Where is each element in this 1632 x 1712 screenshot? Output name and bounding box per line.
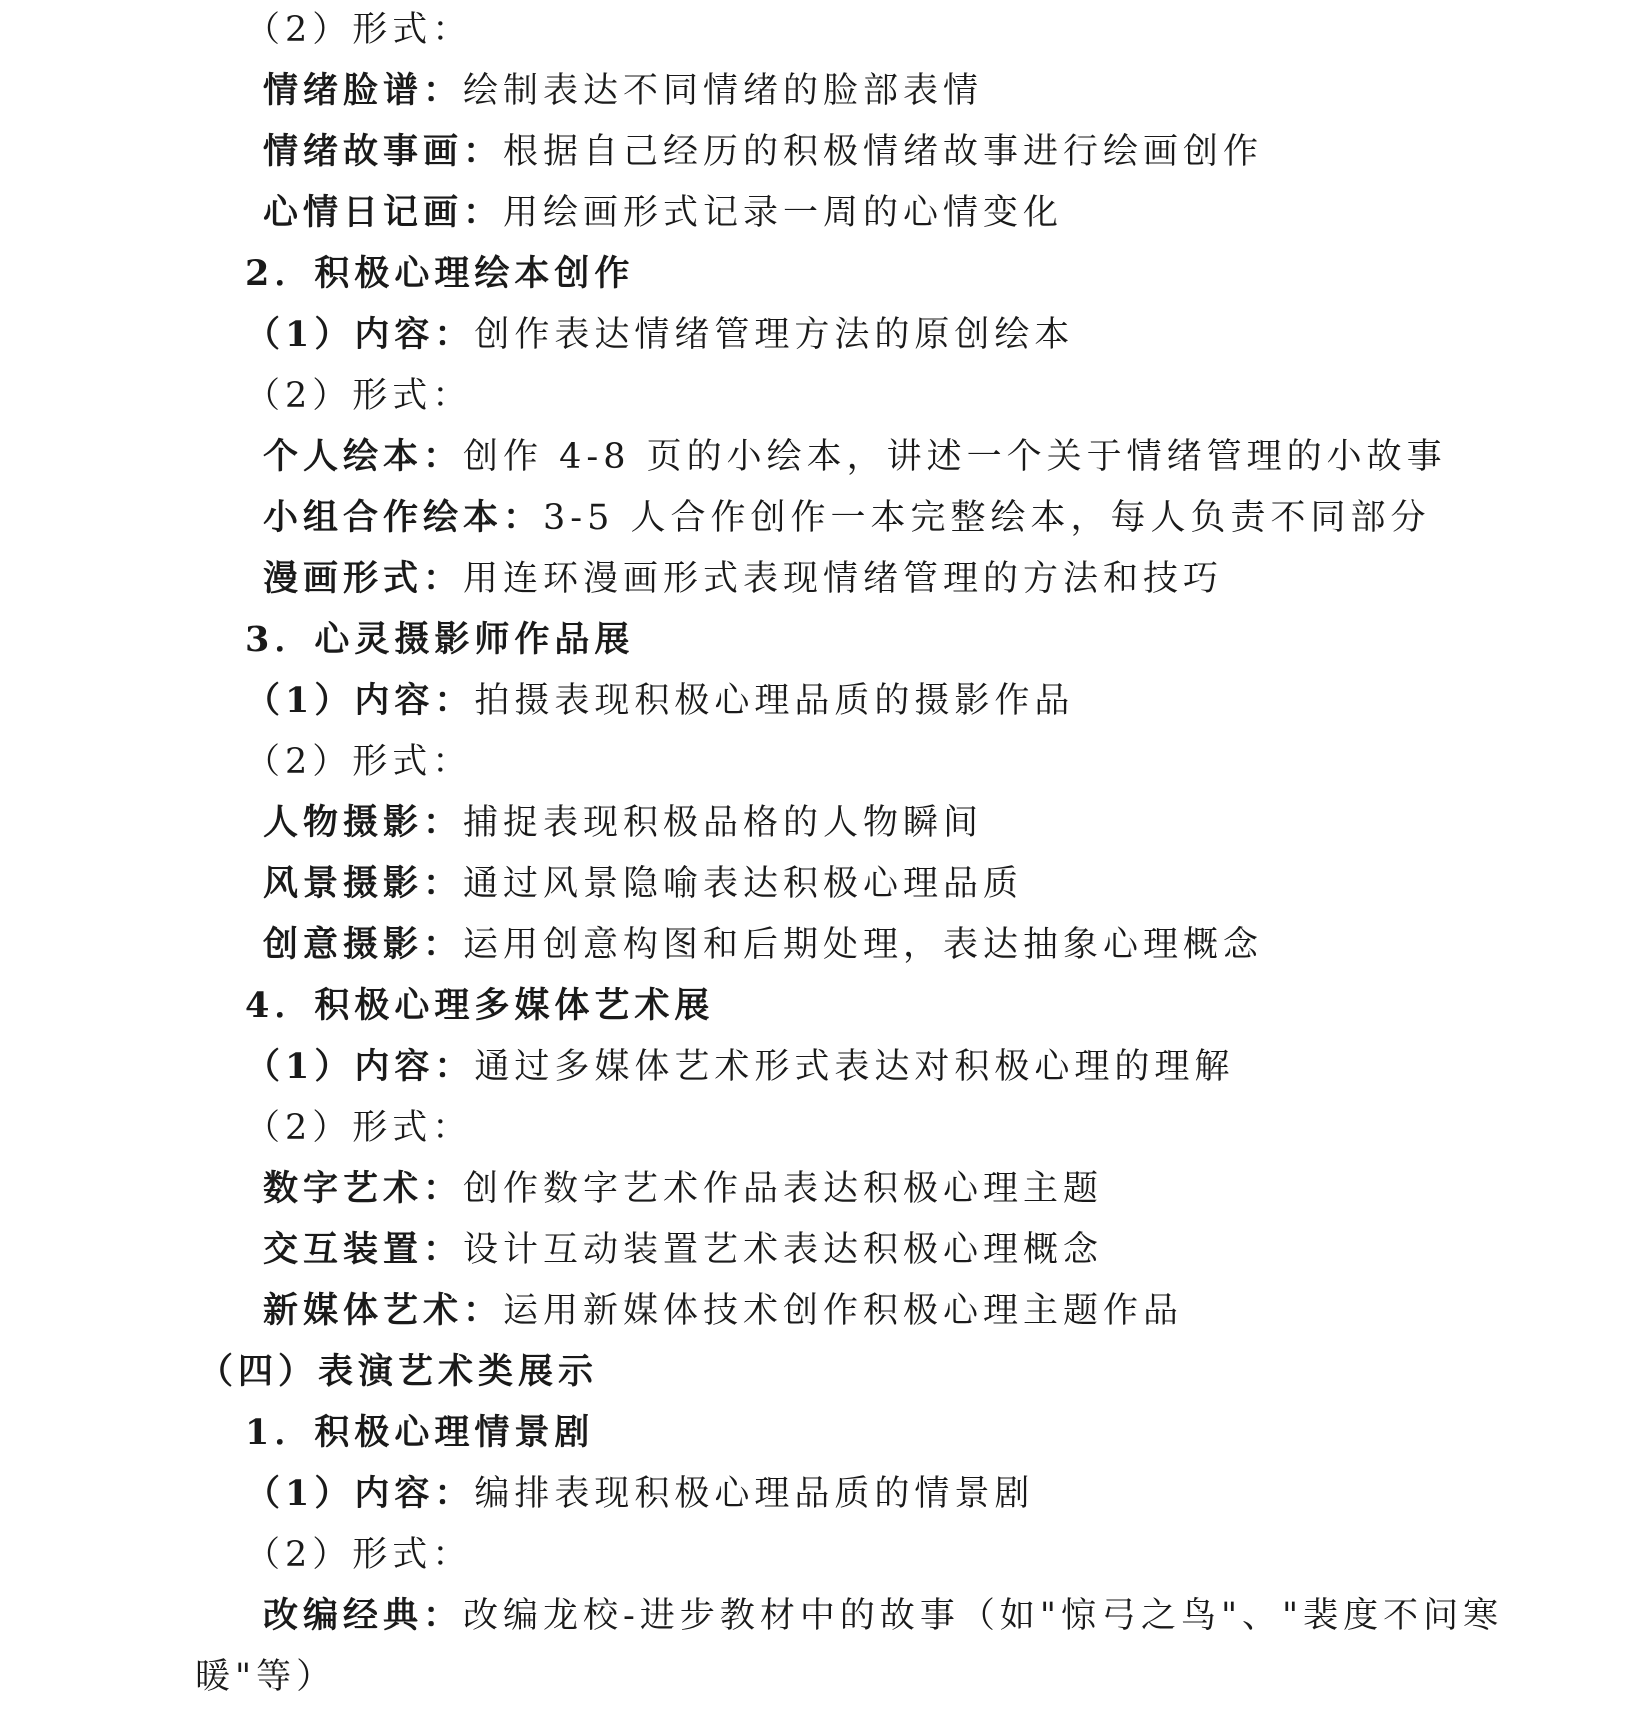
item-text: 用绘画形式记录一周的心情变化 bbox=[503, 193, 1064, 233]
item-label: 交互装置： bbox=[263, 1229, 464, 1270]
wrapped-line: 暖"等） bbox=[195, 1657, 337, 1697]
item-text: 运用创意构图和后期处理，表达抽象心理概念 bbox=[463, 925, 1264, 965]
section-heading: 1．积极心理情景剧 bbox=[245, 1412, 595, 1453]
content-line bbox=[245, 1464, 1034, 1524]
item-label: （1）内容： bbox=[245, 680, 475, 721]
item-text: 绘制表达不同情绪的脸部表情 bbox=[463, 71, 984, 111]
form-item bbox=[263, 1281, 1183, 1341]
item-text: 3-5 人合作创作一本完整绘本，每人负责不同部分 bbox=[543, 498, 1431, 538]
form-item bbox=[263, 122, 1263, 182]
item-text: 创作表达情绪管理方法的原创绘本 bbox=[474, 315, 1075, 355]
section-heading: 3．心灵摄影师作品展 bbox=[245, 619, 635, 660]
item-text: 运用新媒体技术创作积极心理主题作品 bbox=[503, 1291, 1184, 1331]
form-item bbox=[263, 1159, 1103, 1219]
item-label: 创意摄影： bbox=[263, 924, 464, 965]
form-heading: （2）形式： bbox=[245, 1108, 473, 1148]
item-label: 情绪故事画： bbox=[263, 131, 504, 172]
item-text: 通过风景隐喻表达积极心理品质 bbox=[463, 864, 1024, 904]
item-label: 数字艺术： bbox=[263, 1168, 464, 1209]
item-label: （1）内容： bbox=[245, 1046, 475, 1087]
item-text: 用连环漫画形式表现情绪管理的方法和技巧 bbox=[463, 559, 1224, 599]
form-heading: （2）形式： bbox=[245, 10, 473, 50]
item-text: 拍摄表现积极心理品质的摄影作品 bbox=[474, 681, 1075, 721]
form-heading: （2）形式： bbox=[245, 1535, 473, 1575]
item-label: 改编经典： bbox=[263, 1595, 464, 1636]
form-item bbox=[263, 488, 1431, 548]
form-heading: （2）形式： bbox=[245, 376, 473, 416]
item-text: 根据自己经历的积极情绪故事进行绘画创作 bbox=[503, 132, 1264, 172]
item-text: 编排表现积极心理品质的情景剧 bbox=[474, 1474, 1035, 1514]
item-label: 漫画形式： bbox=[263, 558, 464, 599]
item-text: 捕捉表现积极品格的人物瞬间 bbox=[463, 803, 984, 843]
item-label: 新媒体艺术： bbox=[263, 1290, 504, 1331]
item-label: （1）内容： bbox=[245, 314, 475, 355]
item-label: 心情日记画： bbox=[263, 192, 504, 233]
content-line bbox=[245, 305, 1074, 365]
item-label: （1）内容： bbox=[245, 1473, 475, 1514]
item-label: 小组合作绘本： bbox=[263, 497, 544, 538]
content-line bbox=[245, 1037, 1234, 1097]
item-text: 创作数字艺术作品表达积极心理主题 bbox=[463, 1169, 1104, 1209]
form-item bbox=[263, 1220, 1103, 1280]
section-heading: 4．积极心理多媒体艺术展 bbox=[245, 985, 715, 1026]
form-heading: （2）形式： bbox=[245, 742, 473, 782]
item-text: 通过多媒体艺术形式表达对积极心理的理解 bbox=[474, 1047, 1235, 1087]
form-item bbox=[263, 427, 1447, 487]
item-text: 改编龙校-进步教材中的故事（如"惊弓之鸟"、"裴度不问寒 bbox=[463, 1596, 1504, 1636]
form-item bbox=[263, 549, 1223, 609]
section-heading: 2．积极心理绘本创作 bbox=[245, 253, 635, 294]
item-text: 设计互动装置艺术表达积极心理概念 bbox=[463, 1230, 1104, 1270]
form-item bbox=[263, 1586, 1503, 1646]
form-item bbox=[263, 915, 1263, 975]
form-item bbox=[263, 183, 1063, 243]
item-label: 风景摄影： bbox=[263, 863, 464, 904]
content-line bbox=[245, 671, 1074, 731]
item-label: 人物摄影： bbox=[263, 802, 464, 843]
form-item bbox=[263, 61, 983, 121]
chapter-heading: （四）表演艺术类展示 bbox=[198, 1351, 599, 1392]
item-label: 情绪脸谱： bbox=[263, 70, 464, 111]
item-label: 个人绘本： bbox=[263, 436, 464, 477]
form-item bbox=[263, 854, 1023, 914]
item-text: 创作 4-8 页的小绘本，讲述一个关于情绪管理的小故事 bbox=[463, 437, 1447, 477]
form-item bbox=[263, 793, 983, 853]
